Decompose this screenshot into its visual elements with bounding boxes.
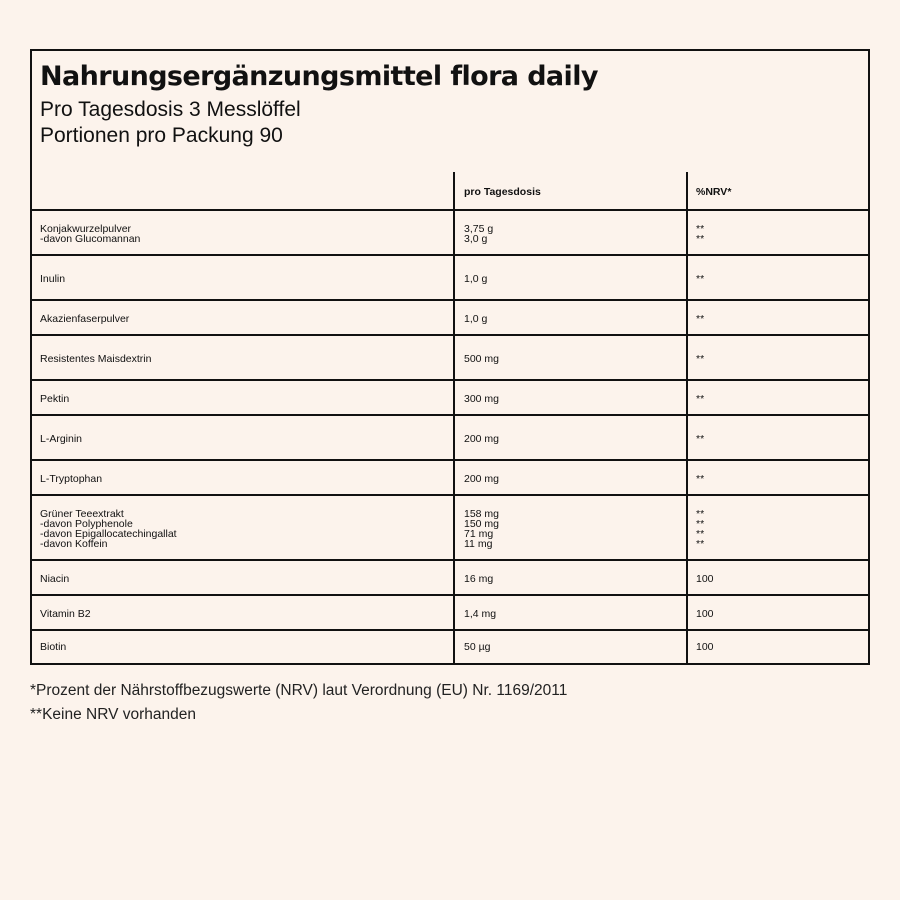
table-row (32, 496, 868, 561)
nutrition-panel (30, 49, 870, 665)
ingredient-name-cell (40, 631, 440, 663)
nrv-value: ** (696, 392, 705, 405)
ingredient-name-cell (40, 256, 440, 301)
nrv-value-cell (696, 596, 856, 631)
nrv-value-cell (696, 496, 856, 561)
amount-value: 50 µg (464, 641, 491, 653)
nrv-value-cell (696, 211, 856, 256)
nrv-value: ** (696, 232, 705, 245)
table-row (32, 461, 868, 496)
column-header: pro Tagesdosis (464, 185, 541, 198)
amount-value-cell (464, 596, 684, 631)
nrv-value-cell (696, 381, 856, 416)
column-header (40, 172, 440, 211)
nrv-value: ** (696, 537, 705, 550)
table-row (32, 596, 868, 631)
ingredient-name: Resistentes Maisdextrin (40, 352, 152, 365)
table-row (32, 631, 868, 663)
amount-value: 1,0 g (464, 312, 488, 325)
amount-value: 500 mg (464, 352, 500, 365)
ingredient-name: -davon Polyphenole (40, 517, 133, 530)
ingredient-name-cell (40, 596, 440, 631)
nrv-value: ** (696, 432, 705, 445)
amount-value-cell (464, 211, 684, 256)
ingredient-name: Biotin (40, 641, 67, 653)
nrv-value: ** (696, 527, 705, 540)
amount-value: 3,0 g (464, 232, 488, 245)
column-divider (686, 172, 688, 663)
table-row (32, 416, 868, 461)
ingredient-name: Konjakwurzelpulver (40, 222, 132, 235)
amount-value: 200 mg (464, 432, 500, 445)
nrv-value: 100 (696, 607, 714, 620)
amount-value: 16 mg (464, 572, 494, 585)
ingredient-name: Inulin (40, 272, 66, 285)
ingredient-name-cell (40, 301, 440, 336)
amount-value: 300 mg (464, 392, 500, 405)
ingredient-name-cell (40, 496, 440, 561)
table-row (32, 381, 868, 416)
table-row (32, 256, 868, 301)
amount-value: 3,75 g (464, 222, 494, 235)
amount-value: 71 mg (464, 527, 494, 540)
nrv-value-cell (696, 631, 856, 663)
amount-value-cell (464, 631, 684, 663)
nrv-value: ** (696, 352, 705, 365)
nrv-value-cell (696, 416, 856, 461)
ingredient-name: L-Tryptophan (40, 472, 103, 485)
nrv-value-cell (696, 301, 856, 336)
ingredient-name: Pektin (40, 392, 70, 405)
product-title: Nahrungsergänzungsmittel flora daily (40, 61, 598, 92)
ingredient-name-cell (40, 561, 440, 596)
nrv-value: 100 (696, 641, 714, 653)
ingredient-name: Vitamin B2 (40, 607, 91, 620)
ingredient-name: -davon Koffein (40, 537, 108, 550)
nrv-value: ** (696, 517, 705, 530)
nrv-value: ** (696, 312, 705, 325)
dose-line: Pro Tagesdosis 3 Messlöffel (40, 98, 301, 121)
portions-line: Portionen pro Packung 90 (40, 124, 283, 147)
nrv-value-cell (696, 336, 856, 381)
table-row (32, 211, 868, 256)
amount-value-cell (464, 381, 684, 416)
nrv-value-cell (696, 561, 856, 596)
amount-value-cell (464, 561, 684, 596)
nrv-value-cell (696, 461, 856, 496)
amount-value-cell (464, 301, 684, 336)
nrv-value-cell (696, 256, 856, 301)
nrv-value: ** (696, 272, 705, 285)
ingredient-name-cell (40, 416, 440, 461)
amount-value-cell (464, 256, 684, 301)
table-header-row (32, 172, 868, 211)
ingredient-name-cell (40, 336, 440, 381)
amount-value-cell (464, 416, 684, 461)
table-row (32, 561, 868, 596)
amount-value-cell (464, 336, 684, 381)
ingredient-name: -davon Epigallocatechingallat (40, 527, 177, 540)
ingredient-name: Niacin (40, 572, 70, 585)
ingredient-name-cell (40, 461, 440, 496)
ingredient-name: Akazienfaserpulver (40, 312, 130, 325)
table-row (32, 336, 868, 381)
nrv-value: ** (696, 222, 705, 235)
ingredient-name-cell (40, 381, 440, 416)
column-header: %NRV* (696, 185, 732, 198)
ingredient-name: Grüner Teeextrakt (40, 507, 124, 520)
amount-value: 11 mg (464, 537, 493, 550)
ingredient-name: -davon Glucomannan (40, 232, 141, 245)
nrv-value: ** (696, 472, 705, 485)
amount-value: 200 mg (464, 472, 500, 485)
amount-value: 1,4 mg (464, 607, 497, 620)
amount-value: 1,0 g (464, 272, 488, 285)
ingredient-name: L-Arginin (40, 432, 83, 445)
footnote-nrv: *Prozent der Nährstoffbezugswerte (NRV) laut Verordnung (EU) Nr. 1169/2011 (30, 682, 568, 699)
nrv-value: ** (696, 507, 705, 520)
amount-value: 150 mg (464, 517, 500, 530)
table-row (32, 301, 868, 336)
amount-value-cell (464, 496, 684, 561)
nrv-value: 100 (696, 572, 714, 585)
column-divider (453, 172, 455, 663)
ingredient-name-cell (40, 211, 440, 256)
amount-value: 158 mg (464, 507, 500, 520)
amount-value-cell (464, 461, 684, 496)
footnote-no-nrv: **Keine NRV vorhanden (30, 706, 197, 723)
